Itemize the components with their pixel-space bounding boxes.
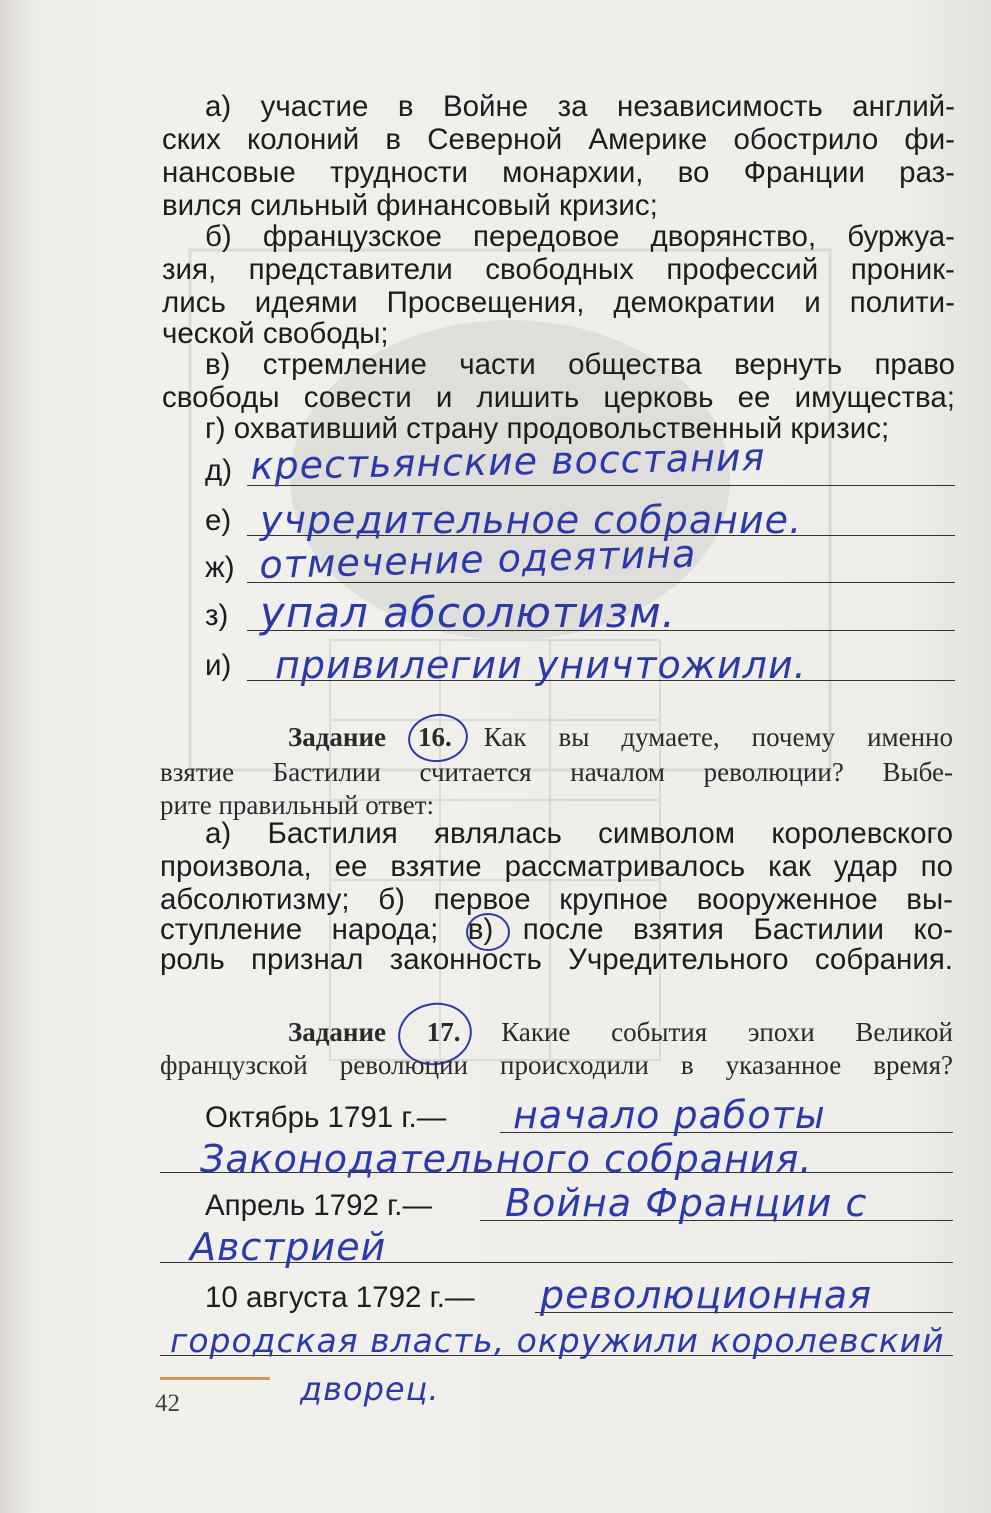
option-b-line-1: б) французское передовое дворянство, буржуа- (205, 220, 955, 253)
handwritten-answer: учредительное собрание. (260, 498, 803, 542)
blank-row-i (205, 645, 955, 685)
page-number: 42 (155, 1390, 180, 1417)
blank-label: з) (205, 599, 229, 632)
blank-label: е) (205, 504, 232, 537)
handwritten-answer-end: дворец. (300, 1370, 440, 1408)
blank-row-d (205, 435, 955, 490)
handwritten-answer: начало работы (513, 1093, 826, 1137)
handwritten-answer: Война Франции с (505, 1181, 868, 1225)
date-row-oct-1791-cont (160, 1137, 953, 1181)
option-b-line-4: ческой свободы; (162, 317, 389, 350)
option-a-line-1: а) участие в Войне за независимость англий- (205, 90, 955, 123)
date-row-aug-1792 (205, 1273, 953, 1317)
handwritten-answer: привилегии уничтожили. (275, 643, 807, 687)
date-row-aug-1792-cont (160, 1320, 953, 1360)
task16-line-3: рите правильный ответ: (160, 790, 435, 820)
task17-line-1 (288, 1015, 953, 1049)
option-c-line-1: в) стремление части общества вернуть право (205, 348, 955, 381)
blank-label: и) (205, 649, 232, 682)
blank-row-zh (205, 531, 955, 587)
blank-label: д) (205, 454, 233, 487)
option-d-line: г) охвативший страну продовольственный кризис; (205, 412, 890, 445)
task17-question: Какие события эпохи Великой (460, 1017, 953, 1047)
date-row-apr-1792 (205, 1181, 953, 1225)
option-b-line-3: лись идеями Просвещения, демократии и полити- (162, 286, 955, 319)
handwritten-answer: Законодательного собрания. (200, 1137, 813, 1181)
handwritten-answer: Австрией (190, 1225, 387, 1269)
task16-question: Как вы думаете, почему именно (451, 722, 953, 752)
task16-answer-line-2: произвола, ее взятие рассматривалось как удар по (160, 850, 953, 883)
handwritten-answer: городская власть, окружили королевский (170, 1321, 945, 1360)
task17-line-2: французской революции происходили в указанное время? (160, 1050, 953, 1080)
task16-line-1 (288, 720, 953, 754)
date-label: Октябрь 1791 г.— (205, 1101, 447, 1134)
task16-answer-line-4: ступление народа; в) после взятия Бастилии ко- (160, 913, 953, 946)
date-row-oct-1791 (205, 1093, 953, 1137)
handwritten-answer: революционная (540, 1273, 873, 1317)
option-b-line-2: зия, представители свободных профессий проник- (162, 253, 955, 286)
task16-answer-line-5: роль признал законность Учредительного собрания. (160, 943, 953, 976)
task16-line-2: взятие Бастилии считается началом революции? Выбе- (160, 757, 953, 787)
date-label: 10 августа 1792 г.— (205, 1281, 475, 1314)
blank-row-z (205, 588, 955, 637)
option-a-line-3: нансовые трудности монархии, во Франции раз- (162, 156, 955, 189)
task16-answer-line-3: абсолютизму; б) первое крупное вооруженное вы- (160, 883, 953, 916)
handwritten-answer: упал абсолютизм. (260, 588, 677, 637)
date-label: Апрель 1792 г.— (205, 1189, 432, 1222)
handwritten-answer: крестьянские восстания (250, 435, 766, 488)
option-a-line-2: ских колоний в Северной Америке обострило фи- (162, 123, 955, 156)
date-row-apr-1792-cont (160, 1227, 953, 1267)
task16-answer-line-1: а) Бастилия являлась символом королевского (205, 817, 953, 850)
option-a-line-4: вился сильный финансовый кризис; (162, 189, 658, 222)
task16-title: Задание 16. (288, 722, 452, 752)
option-c-line-2: свободы совести и лишить церковь ее имущества; (162, 381, 955, 414)
margin-underline (160, 1377, 270, 1380)
handwritten-answer: отмечение одеятина (258, 531, 697, 587)
task17-title: Задание 17. (288, 1017, 461, 1047)
blank-label: ж) (205, 551, 235, 584)
